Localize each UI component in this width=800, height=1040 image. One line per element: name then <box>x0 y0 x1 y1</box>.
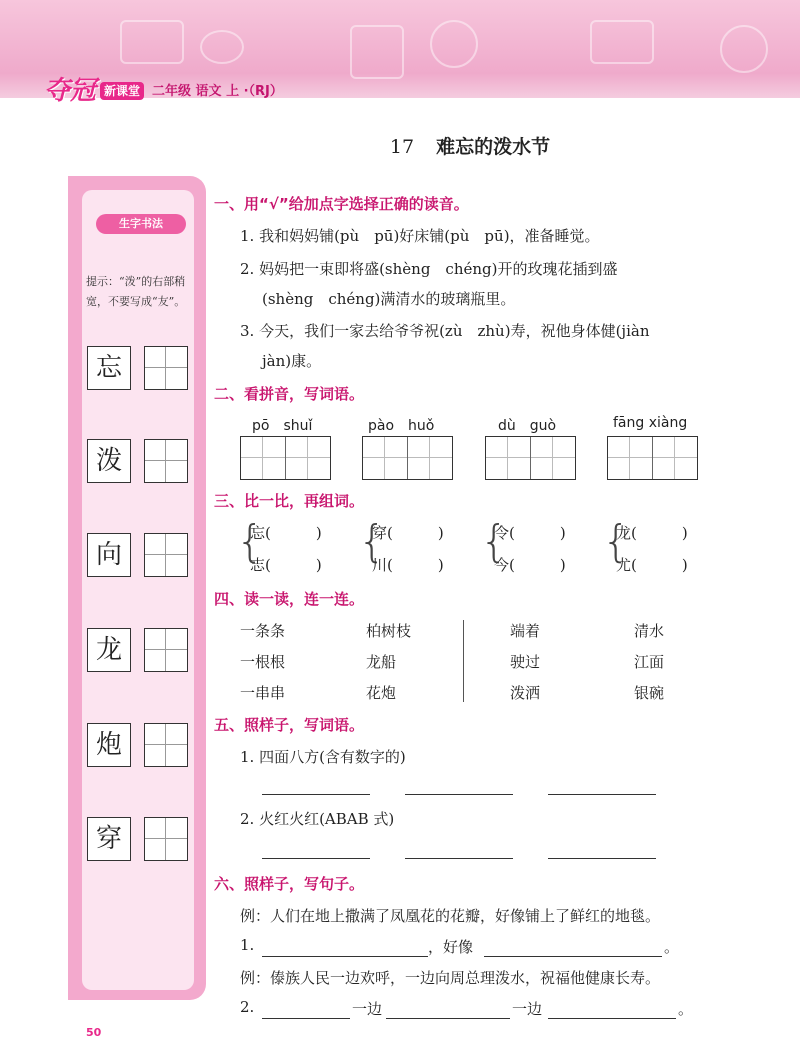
s6-q2-blank-2[interactable] <box>386 1000 510 1019</box>
brace-1: { <box>236 516 264 567</box>
section-3-heading: 三、比一比，再组词。 <box>214 492 365 510</box>
s1-question-1: 1. 我和妈妈铺(pù pū)好床铺(pù pū)，准备睡觉。 <box>240 227 600 245</box>
page-number: 50 <box>86 1026 102 1039</box>
model-char-5: 炮 <box>87 723 131 767</box>
brace-2: { <box>358 516 386 567</box>
practice-box-3[interactable] <box>144 533 188 577</box>
match-right-b-3[interactable]: 银碗 <box>634 684 665 702</box>
lesson-name: 难忘的泼水节 <box>436 136 551 158</box>
model-char-4: 龙 <box>87 628 131 672</box>
model-char-2: 泼 <box>87 439 131 483</box>
compare-4a: 龙( ) <box>616 524 688 542</box>
s6-q2-number: 2. <box>240 998 255 1016</box>
pinyin-4: fāng xiàng <box>613 415 688 431</box>
writing-tip <box>86 272 198 312</box>
section-1-heading: 一、用“√”给加点字选择正确的读音。 <box>214 195 469 213</box>
sidebar-heading: 生字书法 <box>96 214 186 234</box>
match-divider <box>463 620 464 702</box>
s6-example-1: 例：人们在地上撒满了凤凰花的花瓣，好像铺上了鲜红的地毯。 <box>240 907 661 925</box>
compare-1a: 忘( ) <box>250 524 322 542</box>
s1-question-2b: (shèng chéng)满清水的玻璃瓶里。 <box>262 290 516 308</box>
s6-q1-blank-2[interactable] <box>484 938 662 957</box>
compare-2b: 川( ) <box>372 556 444 574</box>
lesson-number: 17 <box>389 136 415 158</box>
s6-q2-connector-2: 一边 <box>512 1000 543 1018</box>
practice-box-5[interactable] <box>144 723 188 767</box>
clock-doodle <box>430 20 478 68</box>
s6-q1-connector: ，好像 <box>428 938 474 956</box>
s5-q2-blank-3[interactable] <box>548 840 656 859</box>
tip-line-2: 宽，不要写成“友”。 <box>86 295 186 308</box>
globe-doodle <box>720 25 768 73</box>
s6-q2-connector-1: 一边 <box>352 1000 383 1018</box>
section-5-heading: 五、照样子，写词语。 <box>214 716 365 734</box>
grade-label: 二年级 语文 上 ·（RJ） <box>152 84 283 99</box>
match-right-a-1[interactable]: 端着 <box>510 622 541 640</box>
match-left-a-2[interactable]: 一根根 <box>240 653 286 671</box>
pinyin-3: dù guò <box>498 418 557 434</box>
practice-box-4[interactable] <box>144 628 188 672</box>
s5-question-2: 2. 火红火红(ABAB 式) <box>240 810 395 828</box>
brace-3: { <box>480 516 508 567</box>
model-char-1: 忘 <box>87 346 131 390</box>
s6-q1-number: 1. <box>240 936 255 954</box>
s5-q1-blank-1[interactable] <box>262 776 370 795</box>
tip-line-1: 提示：“泼”的右部稍 <box>86 275 186 288</box>
match-left-b-1[interactable]: 柏树枝 <box>366 622 412 640</box>
s5-q1-blank-2[interactable] <box>405 776 513 795</box>
match-right-b-1[interactable]: 清水 <box>634 622 665 640</box>
book-doodle <box>120 20 184 64</box>
s5-q1-blank-3[interactable] <box>548 776 656 795</box>
s5-q2-blank-1[interactable] <box>262 840 370 859</box>
word-box-1[interactable] <box>240 436 331 480</box>
match-right-b-2[interactable]: 江面 <box>634 653 665 671</box>
s6-example-2: 例：傣族人民一边欢呼，一边向周总理泼水，祝福他健康长寿。 <box>240 969 661 987</box>
s6-q2-blank-3[interactable] <box>548 1000 676 1019</box>
book-doodle-2 <box>590 20 654 64</box>
s5-q2-blank-2[interactable] <box>405 840 513 859</box>
model-char-6: 穿 <box>87 817 131 861</box>
compare-2a: 穿( ) <box>372 524 444 542</box>
model-char-3: 向 <box>87 533 131 577</box>
match-left-a-3[interactable]: 一串串 <box>240 684 286 702</box>
brace-4: { <box>602 516 630 567</box>
brand-series: 新课堂 <box>100 82 144 100</box>
s6-q2-blank-1[interactable] <box>262 1000 350 1019</box>
s1-question-3a: 3. 今天，我们一家去给爷爷祝(zù zhù)寿，祝他身体健(jiàn <box>240 322 650 340</box>
s6-q1-blank-1[interactable] <box>262 938 428 957</box>
compare-3b: 今( ) <box>494 556 566 574</box>
word-box-2[interactable] <box>362 436 453 480</box>
glasses-doodle <box>200 30 244 64</box>
pinyin-2: pào huǒ <box>368 418 435 434</box>
brand-logo: 夺冠 <box>44 76 97 106</box>
s5-question-1: 1. 四面八方(含有数字的) <box>240 748 406 766</box>
lesson-title <box>0 132 800 159</box>
bag-doodle <box>350 25 404 79</box>
practice-box-6[interactable] <box>144 817 188 861</box>
section-2-heading: 二、看拼音，写词语。 <box>214 385 365 403</box>
compare-4b: 尤( ) <box>616 556 688 574</box>
compare-3a: 令( ) <box>494 524 566 542</box>
word-box-4[interactable] <box>607 436 698 480</box>
pinyin-1: pō shuǐ <box>252 418 313 434</box>
section-4-heading: 四、读一读，连一连。 <box>214 590 365 608</box>
section-6-heading: 六、照样子，写句子。 <box>214 875 365 893</box>
match-left-b-3[interactable]: 花炮 <box>366 684 397 702</box>
practice-box-2[interactable] <box>144 439 188 483</box>
compare-1b: 志( ) <box>250 556 322 574</box>
match-left-b-2[interactable]: 龙船 <box>366 653 397 671</box>
brand <box>44 70 283 107</box>
s1-question-2a: 2. 妈妈把一束即将盛(shèng chéng)开的玫瑰花插到盛 <box>240 260 618 278</box>
match-right-a-3[interactable]: 泼洒 <box>510 684 541 702</box>
s6-q2-end: 。 <box>678 1000 694 1018</box>
word-box-3[interactable] <box>485 436 576 480</box>
practice-box-1[interactable] <box>144 346 188 390</box>
match-left-a-1[interactable]: 一条条 <box>240 622 286 640</box>
match-right-a-2[interactable]: 驶过 <box>510 653 541 671</box>
s6-q1-end: 。 <box>664 938 680 956</box>
s1-question-3b: jàn)康。 <box>262 352 322 370</box>
